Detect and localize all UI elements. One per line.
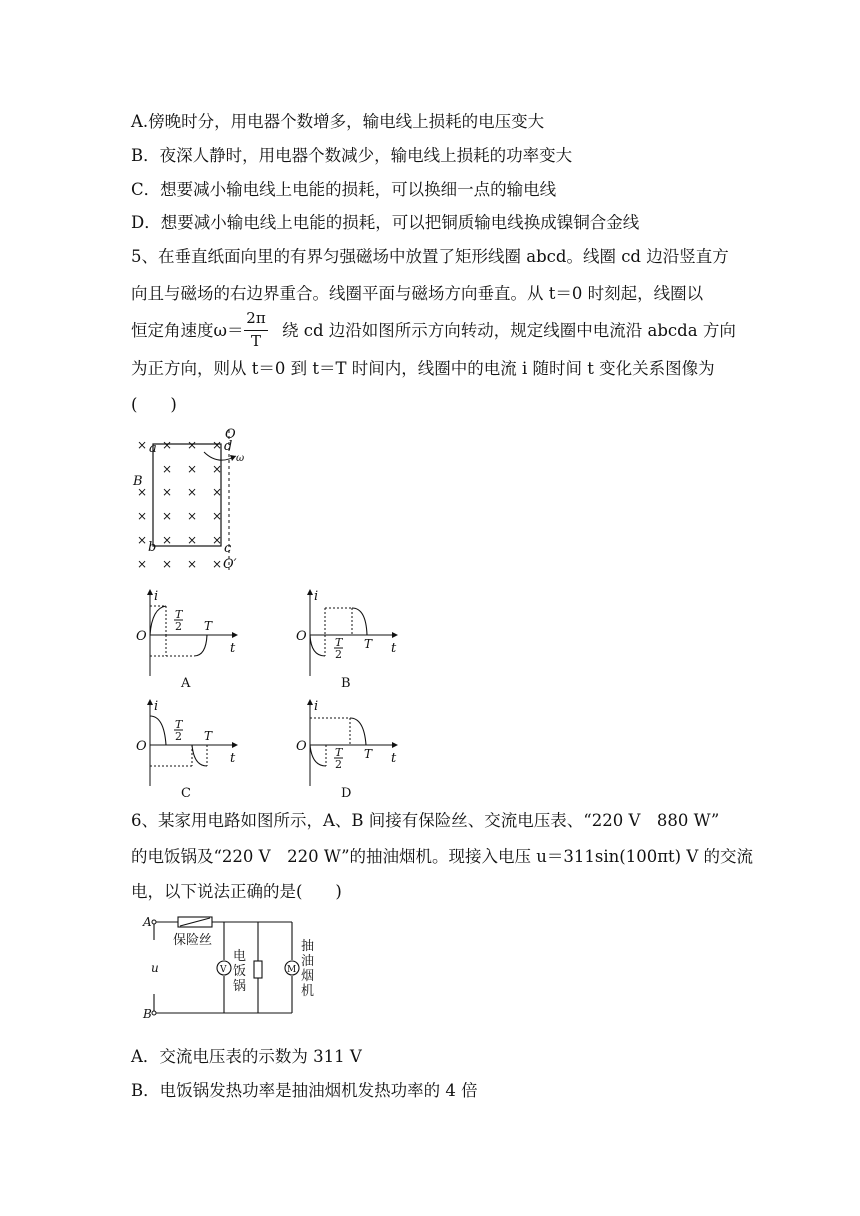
fuse-label: 保险丝 <box>173 933 213 948</box>
cooker-label-3: 锅 <box>233 979 247 994</box>
field-cross: × <box>162 557 173 571</box>
label-b: b <box>148 540 157 555</box>
option-b-q4: B．夜深人静时，用电器个数减少，输电线上损耗的功率变大 <box>131 146 573 165</box>
q6-option-b: B．电饭锅发热功率是抽油烟机发热功率的 4 倍 <box>131 1081 478 1100</box>
label-B-field: B <box>133 474 143 489</box>
graph-a <box>136 589 237 691</box>
field-cross: × <box>212 485 223 499</box>
q5-stem-line2: 向且与磁场的右边界重合。线圈平面与磁场方向垂直。从 t＝0 时刻起，线圈以 <box>131 284 704 303</box>
q6-stem-line1: 6、某家用电路如图所示，A、B 间接有保险丝、交流电压表、“220 V 880 W” <box>131 811 720 830</box>
q5-stem-line3-pre: 恒定角速度ω＝ <box>131 321 244 340</box>
hood-label-4: 机 <box>301 984 315 999</box>
field-cross: × <box>212 509 223 523</box>
field-cross: × <box>187 557 198 571</box>
field-cross: × <box>137 485 148 499</box>
graph-b-T: T <box>364 637 373 651</box>
graph-d-t-label: t <box>391 751 397 766</box>
field-cross: × <box>162 438 173 452</box>
coil-rectangle <box>153 444 221 546</box>
rotation-arrowhead <box>230 455 236 461</box>
label-O-prime: O′ <box>223 557 237 572</box>
graph-c-T: T <box>204 729 213 743</box>
q5-stem-line4: 为正方向，则从 t＝0 到 t＝T 时间内，线圈中的电流 i 随时间 t 变化关系图像为 <box>131 359 715 378</box>
q5-stem-line3-post: 绕 cd 边沿如图所示方向转动，规定线圈中电流沿 abcda 方向 <box>282 321 736 340</box>
field-cross: × <box>162 533 173 547</box>
graph-b-half-T-num: T <box>335 636 343 649</box>
graph-d-origin: O <box>296 739 307 754</box>
magnetic-field-crosses <box>137 438 222 571</box>
field-cross: × <box>137 438 148 452</box>
field-cross: × <box>187 533 198 547</box>
graph-b-half-T-den: 2 <box>335 648 342 661</box>
field-cross: × <box>212 438 223 452</box>
graph-d-T: T <box>364 747 373 761</box>
graph-a-half-T-den: 2 <box>175 620 182 633</box>
graph-c-half-T-num: T <box>175 718 183 731</box>
rotation-arrow <box>204 452 236 460</box>
terminal-b-label: B <box>143 1007 152 1021</box>
field-cross: × <box>137 533 148 547</box>
graph-a-T: T <box>204 619 213 633</box>
graph-d <box>296 699 397 801</box>
field-cross: × <box>162 462 173 476</box>
field-cross: × <box>137 509 148 523</box>
graph-c-t-label: t <box>230 751 236 766</box>
q5-stem-line1: 5、在垂直纸面向里的有界匀强磁场中放置了矩形线圈 abcd。线圈 cd 边沿竖直方 <box>131 247 729 266</box>
cooker-label-1: 电 <box>233 949 247 964</box>
graph-b <box>296 589 397 691</box>
label-O: O <box>225 427 236 442</box>
q6-stem-line3: 电，以下说法正确的是( ) <box>131 882 342 901</box>
field-cross: × <box>187 485 198 499</box>
graph-c-caption: C <box>181 786 191 801</box>
graph-b-i-label: i <box>314 589 319 604</box>
label-a: a <box>149 441 157 456</box>
graph-d-i-label: i <box>314 699 319 714</box>
graph-a-i-label: i <box>154 589 159 604</box>
field-cross: × <box>137 557 148 571</box>
label-omega: ω <box>236 453 245 464</box>
field-cross: × <box>162 509 173 523</box>
omega-fraction-bar <box>244 330 268 331</box>
graph-b-origin: O <box>296 629 307 644</box>
field-cross: × <box>162 485 173 499</box>
graph-d-caption: D <box>341 786 352 801</box>
terminal-a-label: A <box>143 915 152 929</box>
q6-option-a: A．交流电压表的示数为 311 V <box>131 1047 362 1066</box>
option-d-q4: D．想要减小输电线上电能的损耗，可以把铜质输电线换成镍铜合金线 <box>131 213 640 232</box>
field-cross: × <box>212 462 223 476</box>
field-cross: × <box>187 509 198 523</box>
q5-answer-blank: ( ) <box>131 395 177 414</box>
field-cross: × <box>212 557 223 571</box>
graph-a-origin: O <box>136 629 147 644</box>
hood-label-3: 烟 <box>301 969 315 984</box>
graph-d-half-T-den: 2 <box>335 758 342 771</box>
graph-c-origin: O <box>136 739 147 754</box>
graph-c <box>136 699 237 801</box>
label-c: c <box>224 541 232 556</box>
motor-symbol: M <box>287 965 297 975</box>
field-cross: × <box>212 533 223 547</box>
cooker-label-2: 饭 <box>233 964 247 979</box>
q6-stem-line2: 的电饭锅及“220 V 220 W”的抽油烟机。现接入电压 u＝311sin(100πt) V 的交流 <box>131 847 754 866</box>
hood-label-2: 油 <box>301 954 315 969</box>
omega-fraction-denominator: T <box>250 332 261 350</box>
graph-a-t-label: t <box>230 641 236 656</box>
option-a-q4: A.傍晚时分，用电器个数增多，输电线上损耗的电压变大 <box>131 112 545 131</box>
graph-a-caption: A <box>181 676 191 691</box>
hood-label-1: 抽 <box>301 939 315 954</box>
field-cross: × <box>187 462 198 476</box>
voltage-u-label: u <box>151 961 159 975</box>
graph-d-half-T-num: T <box>335 746 343 759</box>
graph-a-half-T-num: T <box>175 608 183 621</box>
graph-c-i-label: i <box>154 699 159 714</box>
graph-b-caption: B <box>341 676 351 691</box>
omega-fraction-numerator: 2π <box>246 309 266 327</box>
graph-c-half-T-den: 2 <box>175 730 182 743</box>
label-d: d <box>224 439 233 454</box>
graph-b-t-label: t <box>391 641 397 656</box>
field-cross: × <box>187 438 198 452</box>
option-c-q4: C．想要减小输电线上电能的损耗，可以换细一点的输电线 <box>131 180 557 199</box>
voltmeter-symbol: V <box>220 965 227 975</box>
